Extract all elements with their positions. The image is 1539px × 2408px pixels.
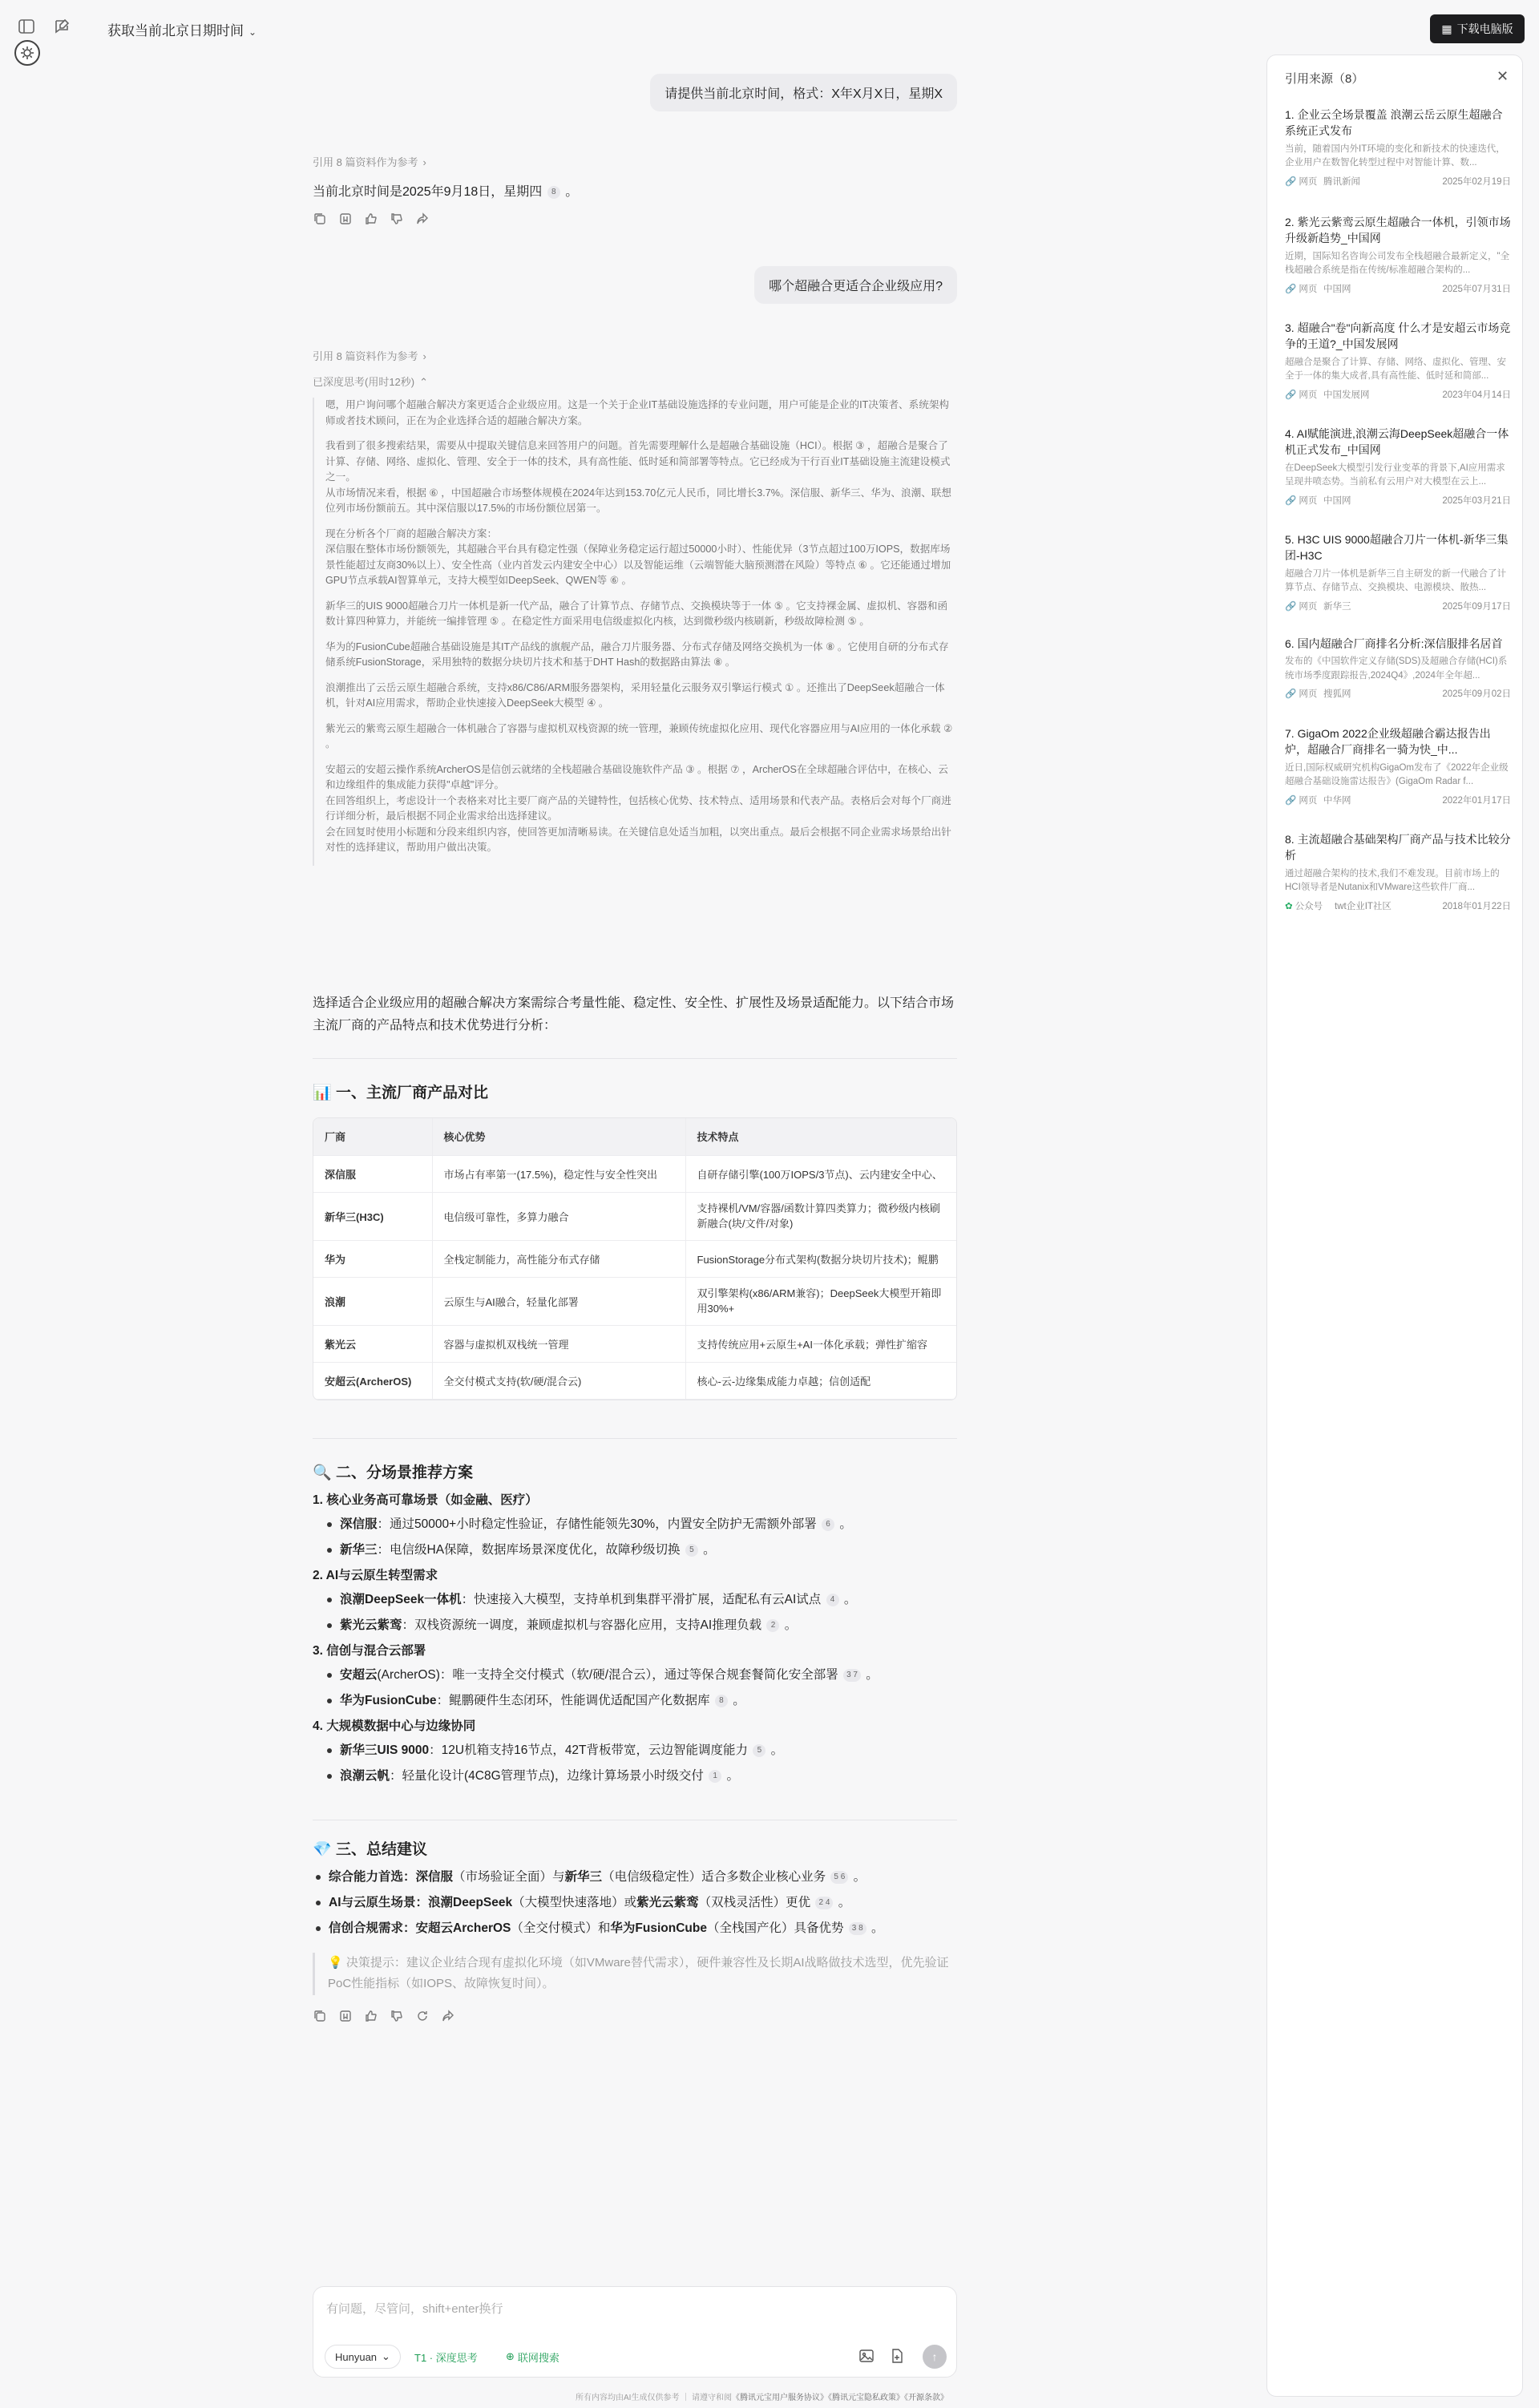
table-cell: 全栈定制能力，高性能分布式存储 (432, 1240, 685, 1277)
source-item[interactable] (1285, 531, 1511, 612)
thumbs-down-icon[interactable] (390, 212, 404, 226)
table-cell: 核心-云-边缘集成能力卓越；信创适配 (685, 1362, 957, 1399)
source-publisher: 中国发展网 (1323, 390, 1370, 400)
source-date: 2018年01月22日 (1442, 901, 1511, 911)
link-icon: 🔗 网页 (1285, 601, 1318, 612)
table-cell: 全交付模式支持(软/硬/混合云) (432, 1362, 685, 1399)
citation-badge[interactable]: 3 8 (849, 1922, 866, 1935)
thinking-toggle[interactable]: 已深度思考(用时12秒) ⌃ (313, 376, 429, 388)
citation-badge[interactable]: 5 (685, 1544, 698, 1557)
link-icon: 🔗 网页 (1285, 284, 1318, 294)
scenario-title: 2. AI与云原生转型需求 (313, 1569, 438, 1583)
table-row (313, 1362, 957, 1399)
footer-link[interactable]: 《腾讯元宝隐私政策》 (828, 2394, 905, 2402)
decision-tip: 💡 决策提示：建议企业结合现有虚拟化环境（如VMware替代需求），硬件兼容性及长期AI战略做技术选型，优先验证PoC性能指标（如IOPS、故障恢复时间）。 (313, 1953, 957, 1995)
link-icon: 🔗 网页 (1285, 176, 1318, 187)
source-title[interactable]: 1. 企业云全场景覆盖 浪潮云岳云原生超融合系统正式发布 (1285, 108, 1503, 138)
thinking-paragraph: 现在分析各个厂商的超融合解决方案： 深信服在整体市场份额领先，其超融合平台具有稳定性强（保障业务稳定运行超过50000小时）、性能优异（3节点超过100万IOPS，数据库场景性能超过友商30%以上）、安全性高（业内首发云内建安全中心）以及智能运维（云端智能大脑预测潜在风险）等特点 ⑥ 。它还能通过增加GPU节点承载AI智算单元，支持大模型如DeepSeek、QWEN等 ⑥ 。 (325, 527, 951, 587)
table-header: 核心优势 (432, 1118, 685, 1155)
message-input[interactable]: 有问题，尽管问，shift+enter换行 (326, 2302, 503, 2316)
table-cell: 浪潮 (313, 1277, 432, 1325)
close-icon[interactable]: ✕ (1497, 68, 1509, 84)
user-message: 请提供当前北京时间，格式：X年X月X日，星期X (650, 74, 957, 111)
source-snippet: 近日,国际权威研究机构GigaOm发布了《2022年企业级超融合基础设施雷达报告》(GigaOm Radar f... (1285, 762, 1509, 786)
table-cell: 新华三(H3C) (313, 1192, 432, 1240)
file-upload-icon[interactable] (889, 2348, 907, 2366)
list-item: 信创合规需求：安超云ArcherOS（全交付模式）和华为FusionCube（全栈国产化）具备优势 3 8 。 (316, 1919, 957, 1938)
image-upload-icon[interactable] (858, 2348, 876, 2366)
table-cell: 市场占有率第一(17.5%)，稳定性与安全性突出 (432, 1155, 685, 1192)
scenario-title: 3. 信创与混合云部署 (313, 1644, 426, 1659)
scenario-list (313, 1489, 957, 1792)
references-toggle[interactable]: 引用 8 篇资料作为参考 › (313, 156, 426, 168)
source-publisher: 中华网 (1323, 795, 1351, 806)
table-row (313, 1192, 957, 1240)
thumbs-up-icon[interactable] (364, 2009, 378, 2023)
answer-text: 当前北京时间是2025年9月18日，星期四 8 。 (313, 185, 579, 199)
table-cell: 自研存储引擎(100万IOPS/3节点)、云内建安全中心、 (685, 1155, 957, 1192)
vendor-comparison-table (313, 1117, 957, 1400)
chevron-down-icon: ⌄ (382, 2350, 390, 2362)
list-item: 华为FusionCube：鲲鹏硬件生态闭环，性能调优适配国产化数据库 8 。 (327, 1691, 957, 1711)
summary-list (313, 1868, 957, 1945)
thinking-paragraph: 嗯，用户询问哪个超融合解决方案更适合企业级应用。这是一个关于企业IT基础设施选择的专业问题，用户可能是企业的IT决策者、系统架构师或者技术顾问，正在为企业选择合适的超融合解决方案。 (325, 399, 950, 426)
bookmark-icon[interactable] (338, 212, 353, 226)
list-item: 紫光云紫鸾：双栈资源统一调度，兼顾虚拟机与容器化应用，支持AI推理负载 2 。 (327, 1616, 957, 1635)
message-composer (313, 2286, 957, 2378)
windows-icon: ▦ (1441, 22, 1452, 35)
citation-badge[interactable]: 1 (709, 1770, 721, 1783)
table-cell: 华为 (313, 1240, 432, 1277)
source-snippet: 当前，随着国内外IT环境的变化和新技术的快速迭代，企业用户在数智化转型过程中对智能计算、数... (1285, 143, 1505, 168)
citation-badge[interactable]: 2 4 (815, 1897, 833, 1909)
source-publisher: 新华三 (1323, 601, 1351, 612)
share-icon[interactable] (441, 2009, 455, 2023)
sources-panel (1266, 55, 1523, 2397)
table-cell: 安超云(ArcherOS) (313, 1362, 432, 1399)
source-item[interactable] (1285, 107, 1511, 188)
globe-icon: ⊕ (506, 2350, 515, 2362)
source-date: 2025年03月21日 (1442, 495, 1511, 506)
source-publisher: 腾讯新闻 (1323, 176, 1360, 187)
list-item: 深信服：通过50000+小时稳定性验证，存储性能领先30%，内置安全防护无需额外部署 6 。 (327, 1515, 957, 1534)
source-date: 2023年04月14日 (1442, 390, 1511, 400)
user-message: 哪个超融合更适合企业级应用? (754, 266, 957, 304)
chevron-down-icon: ⌄ (248, 26, 257, 38)
source-publisher: 中国网 (1323, 495, 1351, 506)
source-item[interactable] (1285, 214, 1511, 295)
list-item: 浪潮云帆：轻量化设计(4C8G管理节点)，边缘计算场景小时级交付 1 。 (327, 1767, 957, 1786)
table-cell: 支持传统应用+云原生+AI一体化承载；弹性扩缩容 (685, 1325, 957, 1362)
copy-icon[interactable] (313, 2009, 327, 2023)
web-search-toggle[interactable]: ⊕ 联网搜索 (506, 2350, 559, 2364)
table-cell: 云原生与AI融合，轻量化部署 (432, 1277, 685, 1325)
citation-badge[interactable]: 8 (547, 186, 560, 199)
table-cell: 双引擎架构(x86/ARM兼容)；DeepSeek大模型开箱即用30%+ (685, 1277, 957, 1325)
citation-badge[interactable]: 6 (822, 1518, 834, 1531)
table-cell: 电信级可靠性，多算力融合 (432, 1192, 685, 1240)
send-button[interactable] (923, 2345, 947, 2369)
thinking-paragraph: 浪潮推出了云岳云原生超融合系统，支持x86/C86/ARM服务器架构，采用轻量化云服务双引擎运行模式 ① 。还推出了DeepSeek超融合一体机，针对AI应用需求，帮助企业快速接入DeepSeek大模型 ④ 。 (325, 681, 945, 709)
citation-badge[interactable]: 5 6 (830, 1871, 848, 1884)
source-snippet: 在DeepSeek大模型引发行业变革的背景下,AI应用需求呈现井喷态势。当前私有云用户对大模型在云上... (1285, 463, 1505, 487)
footer-link[interactable]: 《开源条款》 (904, 2394, 949, 2402)
table-cell: 深信服 (313, 1155, 432, 1192)
link-icon: 🔗 网页 (1285, 795, 1318, 806)
source-date: 2025年09月02日 (1442, 689, 1511, 700)
thinking-paragraph: 华为的FusionCube超融合基础设施是其IT产品线的旗舰产品，融合刀片服务器、分布式存储及网络交换机为一体 ⑧ 。它使用自研的分布式存储系统FusionStorage，采用独特的数据分块切片技术和基于DHT Hash的数据路由算法 ⑧ 。 (325, 640, 949, 669)
divider (313, 1438, 957, 1439)
table-cell: 支持裸机/VM/容器/函数计算四类算力；微秒级内核刷新融合(块/文件/对象) (685, 1192, 957, 1240)
citation-badge[interactable]: 3 7 (843, 1669, 861, 1682)
source-title[interactable]: 8. 主流超融合基础架构厂商产品与技术比较分析 (1285, 833, 1511, 863)
regenerate-icon[interactable] (415, 2009, 430, 2023)
message-actions (313, 212, 430, 226)
source-item[interactable] (1285, 320, 1511, 401)
thinking-paragraph: 新华三的UIS 9000超融合刀片一体机是新一代产品，融合了计算节点、存储节点、交换模块等于一体 ⑤ 。它支持裸金属、虚拟机、容器和函数计算四种算力，并能统一编排管理 ⑤ 。在稳定性方面采用电信级虚拟化内核，达到微秒级内核刷新，秒级故障检测 ⑤ 。 (325, 600, 948, 628)
source-publisher: 搜狐网 (1323, 689, 1351, 700)
table-header: 厂商 (313, 1118, 432, 1155)
thinking-paragraph: 我看到了很多搜索结果，需要从中提取关键信息来回答用户的问题。首先需要理解什么是超融合基础设施（HCI）。根据 ③ ，超融合是聚合了计算、存储、网络、虚拟化、管理、安全于一体的技术，具有高性能、低时延和简部署等特点。它已经成为干行百业IT基础设施主流建设模式之一。 从市场情况来看，根据 ⑥ ，中国超融合市场整体规模在2024年达到153.70亿元人民币，同比增长3.7%。深信服、新华三、华为、浪潮、联想位列市场份额前五。其中深信服以17.5%的市场份额位居第一。 (325, 440, 951, 515)
references-toggle[interactable]: 引用 8 篇资料作为参考 › (313, 350, 426, 362)
download-label: 下载电脑版 (1456, 22, 1513, 35)
source-publisher: 中国网 (1323, 284, 1351, 294)
source-date: 2022年01月17日 (1442, 795, 1511, 806)
scenario-title: 1. 核心业务高可靠场景（如金融、医疗） (313, 1493, 538, 1507)
arrow-up-icon: ↑ (931, 2350, 938, 2363)
source-item[interactable] (1285, 636, 1511, 700)
citation-badge[interactable]: 5 (753, 1744, 765, 1757)
footer-disclaimer: 所有内容均由AI生成仅供参考 ｜ 请遵守和阅《腾讯元宝用户服务协议》《腾讯元宝隐私政策》《开源条款》 (576, 2394, 949, 2402)
table-row (313, 1240, 957, 1277)
source-item[interactable] (1285, 725, 1511, 806)
citation-badge[interactable]: 4 (826, 1594, 839, 1606)
table-cell: 紫光云 (313, 1325, 432, 1362)
download-desktop-button[interactable] (1430, 14, 1525, 43)
thinking-paragraph: 紫光云的紫鸾云原生超融合一体机融合了容器与虚拟机双栈资源的统一管理，兼顾传统虚拟化应用、现代化容器应用与AI应用的一体化承载 ② 。 (325, 722, 953, 750)
section-heading: 🔍 二、分场景推荐方案 (313, 1465, 473, 1481)
table-row (313, 1325, 957, 1362)
table-row (313, 1277, 957, 1325)
source-title[interactable]: 2. 紫光云紫鸾云原生超融合一体机，引领市场升级新趋势_中国网 (1285, 216, 1511, 245)
top-bar (0, 0, 1539, 56)
model-label: Hunyuan (335, 2350, 378, 2363)
source-title[interactable]: 7. GigaOm 2022企业级超融合霸达报告出炉，超融合厂商排名一骑为快_中... (1285, 727, 1491, 757)
thinking-paragraph: 安超云的安超云操作系统ArcherOS是信创云就绪的全栈超融合基础设施软件产品 ③ 。根据 ⑦ ，ArcherOS在全球超融合评估中，在核心、云和边缘组件的集成能力获得"卓越"评分。 在回答组织上，考虑设计一个表格来对比主要厂商产品的关键特性，包括核心优势、技术特点、适用场景和代表产品。表格后会对每个厂商进行详细分析，最后根据不同企业需求给出选择建议。 会在回复时使用小标题和分段来组织内容，使回答更加清晰易读。在关键信息处适当加粗，以突出重点。最后会根据不同企业需求场景给出针对性的选择建议，帮助用户做出决策。 (325, 763, 951, 854)
conversation-title[interactable]: 获取当前北京日期时间 ⌄ (107, 23, 257, 38)
thumbs-up-icon[interactable] (364, 212, 378, 226)
list-item: 新华三：电信级HA保障，数据库场景深度优化，故障秒级切换 5 。 (327, 1541, 957, 1560)
link-icon: 🔗 网页 (1285, 689, 1318, 700)
source-date: 2025年09月17日 (1442, 601, 1511, 612)
list-item: 安超云(ArcherOS)：唯一支持全交付模式（软/硬/混合云），通过等保合规套餐简化安全部署 3 7 。 (327, 1666, 957, 1685)
list-item: 浪潮DeepSeek一体机：快速接入大模型，支持单机到集群平滑扩展，适配私有云AI试点 4 。 (327, 1590, 957, 1610)
lightbulb-icon: 💡 (328, 1956, 343, 1970)
scenario-title: 4. 大规模数据中心与边缘协同 (313, 1719, 476, 1734)
source-snippet: 超融合刀片一体机是新华三自主研发的新一代融合了计算节点、存储节点、交换模块、电源模块、散热... (1285, 568, 1506, 592)
source-publisher: twt企业IT社区 (1335, 901, 1392, 911)
copy-icon[interactable] (313, 212, 327, 226)
footer-link[interactable]: 《腾讯元宝用户服务协议》 (732, 2394, 829, 2402)
deep-thinking-toggle[interactable]: T1 · 深度思考 (414, 2351, 478, 2364)
wechat-icon: ✿ 公众号 (1285, 901, 1323, 911)
divider (313, 1058, 957, 1059)
source-snippet: 超融合是聚合了计算、存储、网络、虚拟化、管理、安全于一体的集大成者,具有高性能、低时延和简部... (1285, 357, 1506, 381)
citation-badge[interactable]: 2 (766, 1619, 779, 1632)
citation-badge[interactable]: 8 (715, 1695, 728, 1707)
settings-icon[interactable] (14, 40, 40, 66)
sidebar-toggle-icon[interactable] (18, 18, 38, 38)
panel-title: 引用来源（8） (1285, 72, 1364, 86)
table-header: 技术特点 (685, 1118, 957, 1155)
source-title[interactable]: 4. AI赋能演进,浪潮云海DeepSeek超融合一体机正式发布_中国网 (1285, 427, 1509, 457)
thinking-content (313, 398, 957, 866)
message-actions (313, 2009, 455, 2023)
thumbs-down-icon[interactable] (390, 2009, 404, 2023)
share-icon[interactable] (415, 212, 430, 226)
answer-intro: 选择适合企业级应用的超融合解决方案需综合考量性能、稳定性、安全性、扩展性及场景适配能力。以下结合市场主流厂商的产品特点和技术优势进行分析： (313, 996, 955, 1032)
new-chat-icon[interactable] (53, 18, 74, 38)
link-icon: 🔗 网页 (1285, 390, 1318, 400)
table-row (313, 1155, 957, 1192)
source-date: 2025年02月19日 (1442, 176, 1511, 187)
source-snippet: 通过超融合架构的技术,我们不难发现。目前市场上的HCI领导者是Nutanix和VMware这些软件厂商... (1285, 868, 1500, 892)
link-icon: 🔗 网页 (1285, 495, 1318, 506)
list-item: 新华三UIS 9000：12U机箱支持16节点，42T背板带宽，云边智能调度能力 5 。 (327, 1741, 957, 1760)
section-heading: 💎 三、总结建议 (313, 1841, 427, 1858)
source-snippet: 近期，国际知名咨询公司发布全栈超融合最新定义，"全栈超融合系统是指在传统/标准超融合架构的... (1285, 251, 1510, 275)
table-cell: 容器与虚拟机双栈统一管理 (432, 1325, 685, 1362)
list-item: AI与云原生场景：浪潮DeepSeek（大模型快速落地）或紫光云紫鸾（双栈灵活性）更优 2 4 。 (316, 1893, 957, 1913)
model-selector[interactable] (325, 2345, 401, 2369)
source-title[interactable]: 6. 国内超融合厂商排名分析:深信服排名居首 (1285, 637, 1503, 650)
source-item[interactable] (1285, 426, 1511, 507)
table-cell: FusionStorage分布式架构(数据分块切片技术)；鲲鹏 (685, 1240, 957, 1277)
bookmark-icon[interactable] (338, 2009, 353, 2023)
source-date: 2025年07月31日 (1442, 284, 1511, 294)
source-item[interactable] (1285, 831, 1511, 912)
source-snippet: 发布的《中国软件定义存储(SDS)及超融合存储(HCI)系统市场季度跟踪报告,2024Q4》,2024年全年超... (1285, 657, 1508, 681)
section-heading: 📊 一、主流厂商产品对比 (313, 1085, 488, 1101)
source-title[interactable]: 3. 超融合"卷"向新高度 什么才是安超云市场竞争的王道?_中国发展网 (1285, 321, 1511, 351)
list-item: 综合能力首选：深信服（市场验证全面）与新华三（电信级稳定性）适合多数企业核心业务 5 6 。 (316, 1868, 957, 1887)
source-title[interactable]: 5. H3C UIS 9000超融合刀片一体机-新华三集团-H3C (1285, 533, 1509, 563)
